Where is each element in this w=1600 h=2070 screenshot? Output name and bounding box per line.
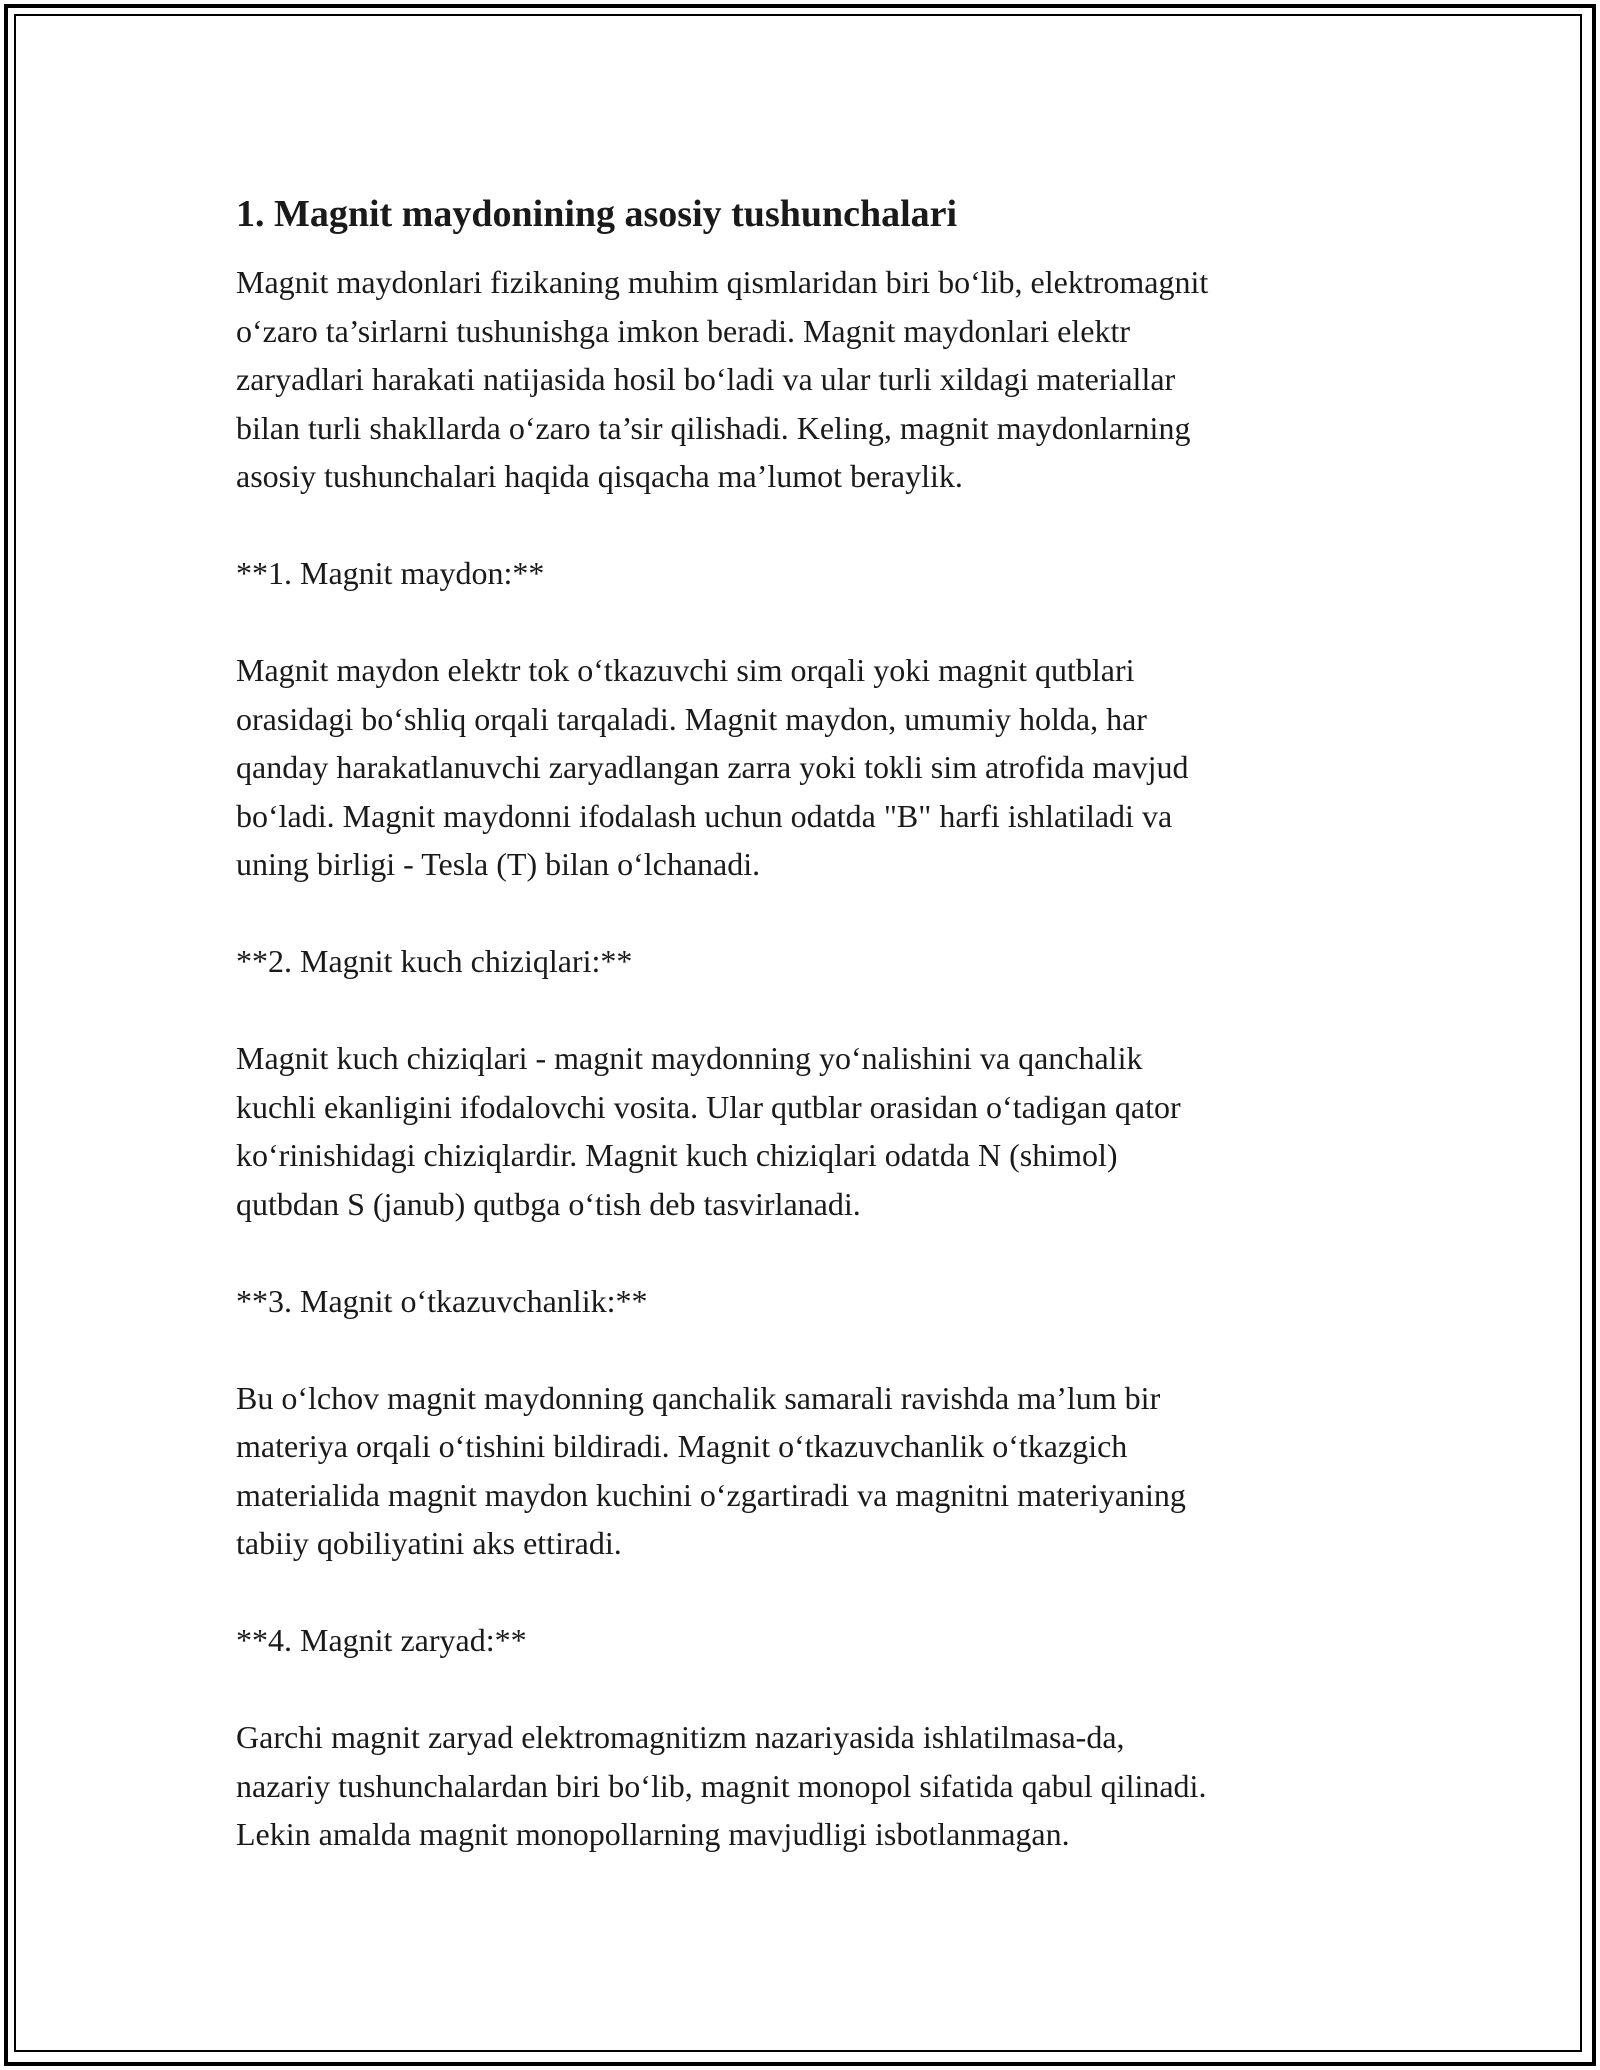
section-heading-otkazuvchanlik: **3. Magnit o‘tkazuvchanlik:** [236, 1282, 648, 1319]
section-paragraph-magnit-zaryad: Garchi magnit zaryad elektromagnitizm nazariyasida ishlatilmasa-da, nazariy tushunchalardan biri bo‘lib, magnit monopol sifatida qabul qilinadi. Lekin amalda magnit monopollarning mavjudligi isbotlanmagan. [236, 1719, 1207, 1852]
section-paragraph-magnit-maydon: Magnit maydon elektr tok o‘tkazuvchi sim orqali yoki magnit qutblari orasidagi bo‘shliq orqali tarqaladi. Magnit maydon, umumiy holda, har qanday harakatlanuvchi zaryadlangan zarra yoki tokli sim atrofida mavjud bo‘ladi. Magnit maydonni ifodalash uchun odatda "B" harfi ishlatiladi va uning birligi - Tesla (T) bilan o‘lchanadi. [236, 652, 1189, 882]
section-paragraph-otkazuvchanlik: Bu o‘lchov magnit maydonning qanchalik samarali ravishda ma’lum bir materiya orqali o‘tishini bildiradi. Magnit o‘tkazuvchanlik o‘tkazgich materialida magnit maydon kuchini o‘zgartiradi va magnitni materiyaning tabiiy qobiliyatini aks ettiradi. [236, 1379, 1186, 1561]
section-heading-magnit-maydon: **1. Magnit maydon:** [236, 555, 545, 591]
intro-paragraph: Magnit maydonlari fizikaning muhim qismlaridan biri bo‘lib, elektromagnit o‘zaro ta’sirlarni tushunishga imkon beradi. Magnit maydonlari elektr zaryadlari harakati natijasida hosil bo‘ladi va ular turli xildagi materiallar bilan turli shakllarda o‘zaro ta’sir qilishadi. Keling, magnit maydonlarning asosiy tushunchalari haqida qisqacha ma’lumot beraylik. [236, 264, 1209, 494]
section-paragraph-kuch-chiziqlari: Magnit kuch chiziqlari - magnit maydonning yo‘nalishini va qanchalik kuchli ekanligini ifodalovchi vosita. Ular qutblar orasidan o‘tadigan qator ko‘rinishidagi chiziqlardir. Magnit kuch chiziqlari odatda N (shimol) qutbdan S (janub) qutbga o‘tish deb tasvirlanadi. [236, 1040, 1181, 1222]
document-body [236, 190, 1366, 1859]
section-heading-kuch-chiziqlari: **2. Magnit kuch chiziqlari:** [236, 943, 633, 979]
section-heading-magnit-zaryad: **4. Magnit zaryad:** [236, 1622, 527, 1658]
document-title: 1. Magnit maydonining asosiy tushunchalari [236, 193, 958, 235]
